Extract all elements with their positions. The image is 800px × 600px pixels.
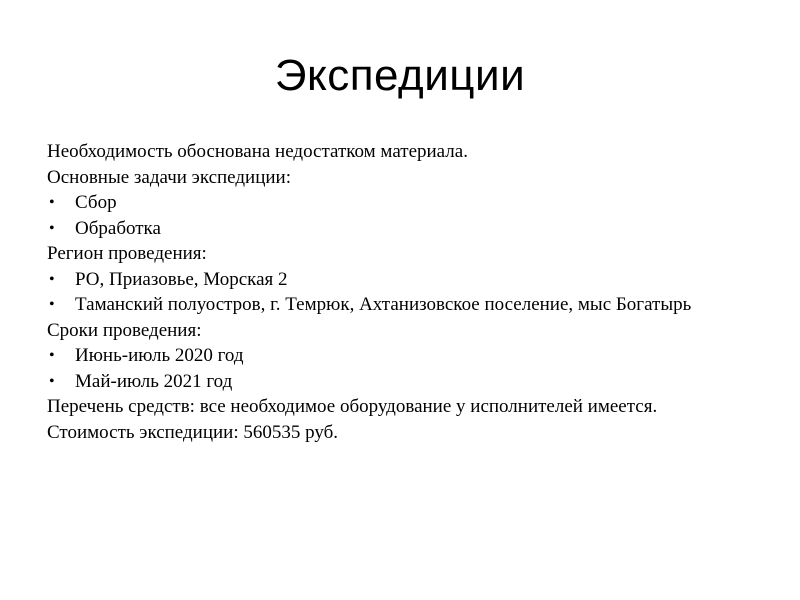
tasks-label: Основные задачи экспедиции:: [47, 166, 291, 188]
task-text: Обработка: [75, 217, 161, 239]
equipment-text: Перечень средств: все необходимое оборудование у исполнителей имеется.: [47, 396, 658, 417]
bullet-icon: •: [49, 219, 55, 237]
cost-text: Стоимость экспедиции: 560535 руб.: [47, 421, 339, 443]
date-item: [47, 345, 737, 366]
date-item: [47, 371, 737, 392]
slide-body: [47, 141, 737, 447]
region-text: РО, Приазовье, Морская 2: [75, 268, 288, 290]
region-label: Регион проведения:: [47, 243, 207, 264]
bullet-icon: •: [49, 372, 55, 390]
date-text: Май-июль 2021 год: [75, 370, 233, 392]
bullet-icon: •: [49, 296, 55, 313]
date-text: Июнь-июль 2020 год: [75, 345, 244, 366]
region-text: Таманский полуостров, г. Темрюк, Ахтанизовское поселение, мыс Богатырь: [75, 294, 692, 315]
bullet-icon: •: [49, 194, 55, 211]
bullet-icon: •: [49, 347, 55, 364]
task-text: Сбор: [75, 192, 117, 213]
region-item: [47, 294, 737, 315]
slide-title: Экспедиции: [274, 51, 526, 100]
bullet-icon: •: [49, 270, 55, 288]
task-item: [47, 218, 737, 239]
region-item: [47, 269, 737, 290]
task-item: [47, 192, 737, 213]
intro-text: Необходимость обоснована недостатком материала.: [47, 141, 468, 162]
dates-label: Сроки проведения:: [47, 319, 202, 341]
